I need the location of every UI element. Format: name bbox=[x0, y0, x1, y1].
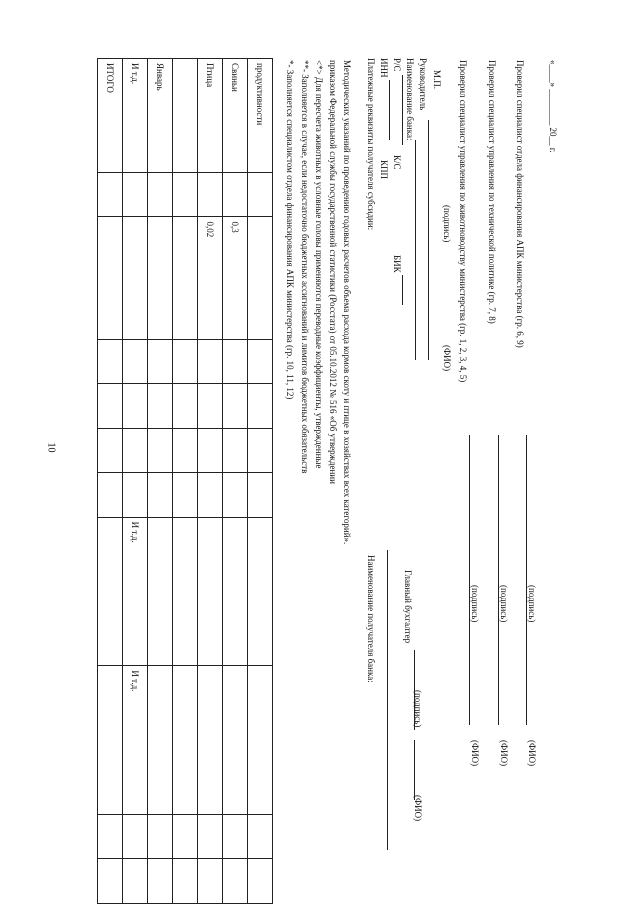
chief-podpis: (подпись) bbox=[413, 690, 423, 728]
table-cell bbox=[98, 859, 123, 904]
mp-label: М.П. bbox=[432, 70, 442, 90]
table-cell bbox=[148, 384, 173, 428]
table-row bbox=[223, 59, 248, 904]
table-cell bbox=[248, 428, 273, 472]
check-1-label: Проверил специалист управления по животноводству министерства (гр. 1, 2, 3, 4, 5) bbox=[458, 60, 468, 383]
kpp-label: КПП bbox=[379, 160, 389, 180]
bik-label: БИК bbox=[392, 255, 402, 273]
table-cell bbox=[148, 173, 173, 217]
table-cell bbox=[248, 815, 273, 859]
table-cell bbox=[123, 339, 148, 383]
table-cell bbox=[198, 859, 223, 904]
table-cell bbox=[173, 339, 198, 383]
table-cell bbox=[98, 473, 123, 517]
table-cell bbox=[98, 217, 123, 339]
table-cell: И т.д. bbox=[123, 517, 148, 666]
table-cell bbox=[198, 473, 223, 517]
table-cell bbox=[198, 173, 223, 217]
table-cell: И т.д. bbox=[123, 666, 148, 815]
table-cell: 0,3 bbox=[223, 217, 248, 339]
table-cell bbox=[123, 217, 148, 339]
table-cell bbox=[123, 859, 148, 904]
table-row bbox=[248, 59, 273, 904]
table-cell bbox=[148, 666, 173, 815]
table-cell bbox=[148, 859, 173, 904]
table-cell bbox=[148, 517, 173, 666]
table-cell bbox=[173, 217, 198, 339]
table-cell bbox=[248, 217, 273, 339]
table-cell bbox=[248, 384, 273, 428]
bank-name-label: Наименование банка: bbox=[405, 58, 415, 141]
table-cell bbox=[248, 173, 273, 217]
table-cell: 0,02 bbox=[198, 217, 223, 339]
head-label: Руководитель bbox=[418, 58, 428, 111]
check-3-label: Проверил специалист отдела финансирования АПК министерства (гр. 6, 9) bbox=[515, 60, 525, 348]
row-label: И т.д. bbox=[123, 59, 148, 173]
note-2: **- Заполняется в случае, если недостаточно бюджетных ассигнований и лимитов бюджетных обязательств bbox=[300, 60, 310, 474]
table-row bbox=[148, 59, 173, 904]
table-cell bbox=[223, 473, 248, 517]
recipient-bank-line bbox=[387, 550, 388, 850]
check-3-fio: (ФИО) bbox=[527, 740, 537, 767]
check-1-fio: (ФИО) bbox=[470, 740, 480, 767]
check-3-podpis: (подпись) bbox=[527, 585, 537, 623]
table-cell bbox=[248, 859, 273, 904]
table-cell bbox=[98, 517, 123, 666]
check-2-label: Проверил специалист управления по технической политике (гр. 7, 8) bbox=[487, 60, 497, 324]
row-label: продуктивности bbox=[248, 59, 273, 173]
table-cell bbox=[123, 428, 148, 472]
table-cell bbox=[148, 473, 173, 517]
note-5: Методических указаний по проведению годовых расчетов объема расхода кормов скоту и птице в хозяйствах всех категорий». bbox=[342, 60, 352, 545]
table-cell bbox=[148, 815, 173, 859]
table-cell bbox=[173, 666, 198, 815]
row-label: Свиньи bbox=[223, 59, 248, 173]
table-cell bbox=[248, 517, 273, 666]
row-label: ИТОГО bbox=[98, 59, 123, 173]
inn-line bbox=[389, 80, 390, 140]
date-line: «____» ________ 20__ г. bbox=[548, 60, 558, 153]
table-cell bbox=[98, 815, 123, 859]
head-line bbox=[428, 120, 429, 360]
check-1-podpis: (подпись) bbox=[470, 585, 480, 623]
table-cell bbox=[173, 428, 198, 472]
page-number: 10 bbox=[45, 442, 57, 453]
rs-label: Р/С bbox=[392, 58, 402, 72]
table-cell bbox=[98, 384, 123, 428]
table-cell bbox=[123, 815, 148, 859]
inn-label: ИНН bbox=[379, 58, 389, 78]
table-cell bbox=[223, 428, 248, 472]
note-1: *- Заполняется специалистом отдела финансирования АПК министерства (гр. 10, 11, 12) bbox=[285, 60, 295, 400]
table-cell bbox=[123, 473, 148, 517]
data-table bbox=[97, 58, 273, 904]
note-3: <*> Для пересчета животных в условные головы применяются переводные коэффициенты, утвержденные bbox=[314, 60, 324, 469]
table-cell bbox=[223, 339, 248, 383]
row-label: Январь bbox=[148, 59, 173, 173]
table-cell bbox=[198, 517, 223, 666]
table-cell bbox=[98, 666, 123, 815]
table-cell bbox=[223, 859, 248, 904]
chief-accountant-fio-line bbox=[414, 740, 415, 800]
check-2-line bbox=[498, 435, 499, 725]
table-cell bbox=[173, 384, 198, 428]
table-cell bbox=[248, 666, 273, 815]
table-cell bbox=[223, 384, 248, 428]
table-cell bbox=[198, 666, 223, 815]
table-cell bbox=[173, 473, 198, 517]
table-cell bbox=[173, 859, 198, 904]
table-cell bbox=[148, 428, 173, 472]
head-fio: (ФИО) bbox=[442, 345, 452, 372]
table-cell bbox=[248, 473, 273, 517]
recipient-bank-label: Наименование получателя банка: bbox=[366, 555, 376, 683]
table-cell bbox=[123, 173, 148, 217]
table-row bbox=[123, 59, 148, 904]
chief-fio: (ФИО) bbox=[413, 795, 423, 822]
table-cell bbox=[173, 517, 198, 666]
table-cell bbox=[223, 815, 248, 859]
table-cell bbox=[173, 815, 198, 859]
table-row bbox=[98, 59, 123, 904]
table-cell bbox=[248, 339, 273, 383]
table-cell bbox=[98, 173, 123, 217]
table-cell bbox=[198, 339, 223, 383]
table-cell bbox=[98, 339, 123, 383]
requisites-title: Платежные реквизиты получателя субсидии: bbox=[366, 58, 376, 231]
row-label: Птица bbox=[198, 59, 223, 173]
table-cell bbox=[198, 384, 223, 428]
table-cell bbox=[198, 815, 223, 859]
check-3-line bbox=[526, 435, 527, 725]
note-4: приказом Федеральной службы государственной статистики (Росстата) от 05.10.2012 № 516 «Об утверждении bbox=[328, 60, 338, 484]
table-cell bbox=[223, 666, 248, 815]
chief-accountant-label: Главный бухгалтер bbox=[403, 570, 413, 644]
row-label bbox=[173, 59, 198, 173]
check-2-fio: (ФИО) bbox=[499, 740, 509, 767]
table-cell bbox=[223, 173, 248, 217]
table-cell bbox=[148, 339, 173, 383]
table-cell bbox=[123, 384, 148, 428]
table-cell bbox=[98, 428, 123, 472]
table-cell bbox=[198, 428, 223, 472]
table-cell bbox=[223, 517, 248, 666]
ks-label: К/С bbox=[392, 155, 402, 170]
table-row bbox=[198, 59, 223, 904]
table-cell bbox=[173, 173, 198, 217]
check-1-line bbox=[469, 435, 470, 725]
rs-line bbox=[402, 75, 403, 145]
head-podpis: (подпись) bbox=[442, 205, 452, 243]
check-2-podpis: (подпись) bbox=[499, 585, 509, 623]
bank-name-line bbox=[415, 140, 416, 360]
table-row bbox=[173, 59, 198, 904]
bik-line bbox=[402, 275, 403, 305]
table-cell bbox=[148, 217, 173, 339]
